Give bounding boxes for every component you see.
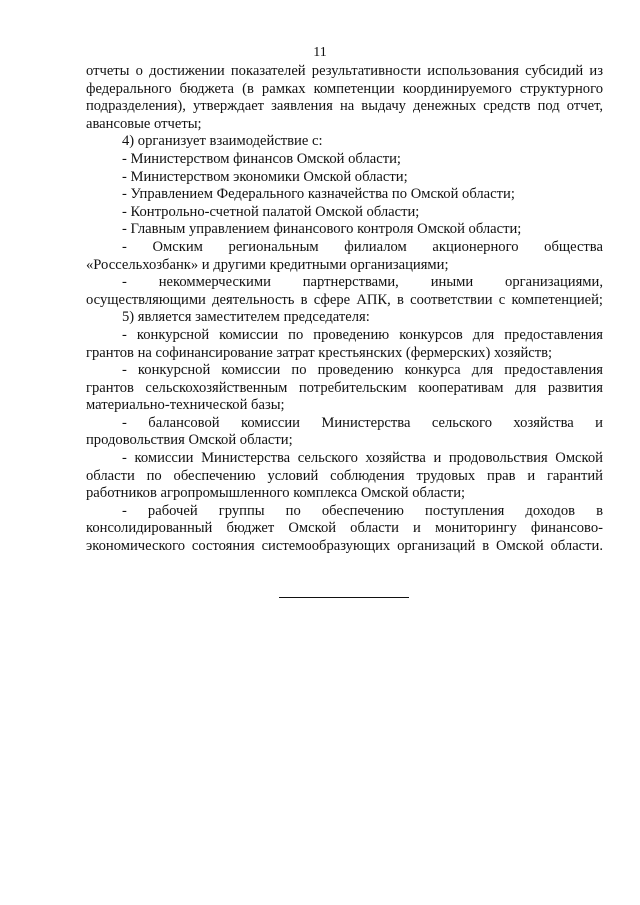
- list-item: - Главным управлением финансового контроля Омской области;: [122, 221, 522, 238]
- list-item: - Омским региональным филиалом акционерного общества: [122, 238, 603, 255]
- text-line: федерального бюджета (в рамках компетенции координируемого структурного: [86, 80, 603, 97]
- list-item: 5) является заместителем председателя:: [122, 309, 370, 326]
- text-line: экономического состояния системообразующих организаций в Омской области.: [86, 538, 603, 555]
- text-line: области по обеспечению условий соблюдения трудовых прав и гарантий: [86, 467, 603, 484]
- text-line: подразделения), утверждает заявления на выдачу денежных средств под отчет,: [86, 98, 603, 115]
- page-number: 11: [313, 45, 327, 60]
- list-item: - конкурсной комиссии по проведению конкурсов для предоставления: [122, 326, 603, 343]
- text-line: работников агропромышленного комплекса Омской области;: [86, 485, 466, 502]
- list-item: - Министерством финансов Омской области;: [122, 150, 401, 167]
- list-item: - балансовой комиссии Министерства сельского хозяйства и: [122, 414, 603, 431]
- text-line: авансовые отчеты;: [86, 115, 202, 132]
- text-line: грантов на софинансирование затрат крестьянских (фермерских) хозяйств;: [86, 344, 553, 361]
- list-item: - рабочей группы по обеспечению поступления доходов в: [122, 502, 603, 519]
- list-item: 4) организует взаимодействие с:: [122, 133, 323, 150]
- text-line: продовольствия Омской области;: [86, 432, 293, 449]
- text-line: материально-технической базы;: [86, 397, 285, 414]
- text-line: грантов сельскохозяйственным потребительским кооперативам для развития: [86, 379, 603, 396]
- list-item: - Контрольно-счетной палатой Омской области;: [122, 203, 420, 220]
- list-item: - Управлением Федерального казначейства по Омской области;: [122, 186, 515, 203]
- list-item: - комиссии Министерства сельского хозяйства и продовольствия Омской: [122, 450, 603, 467]
- text-line: осуществляющими деятельность в сфере АПК, в соответствии с компетенцией;: [86, 291, 603, 308]
- text-line: консолидированный бюджет Омской области и мониторингу финансово-: [86, 520, 603, 537]
- body-text: [86, 63, 603, 556]
- separator-line: [279, 597, 409, 598]
- list-item: - конкурсной комиссии по проведению конкурса для предоставления: [122, 362, 603, 379]
- text-line: отчеты о достижении показателей результативности использования субсидий из: [86, 63, 603, 79]
- list-item: - Министерством экономики Омской области;: [122, 168, 408, 185]
- text-line: «Россельхозбанк» и другими кредитными организациями;: [86, 256, 449, 273]
- list-item: - некоммерческими партнерствами, иными организациями,: [122, 274, 603, 291]
